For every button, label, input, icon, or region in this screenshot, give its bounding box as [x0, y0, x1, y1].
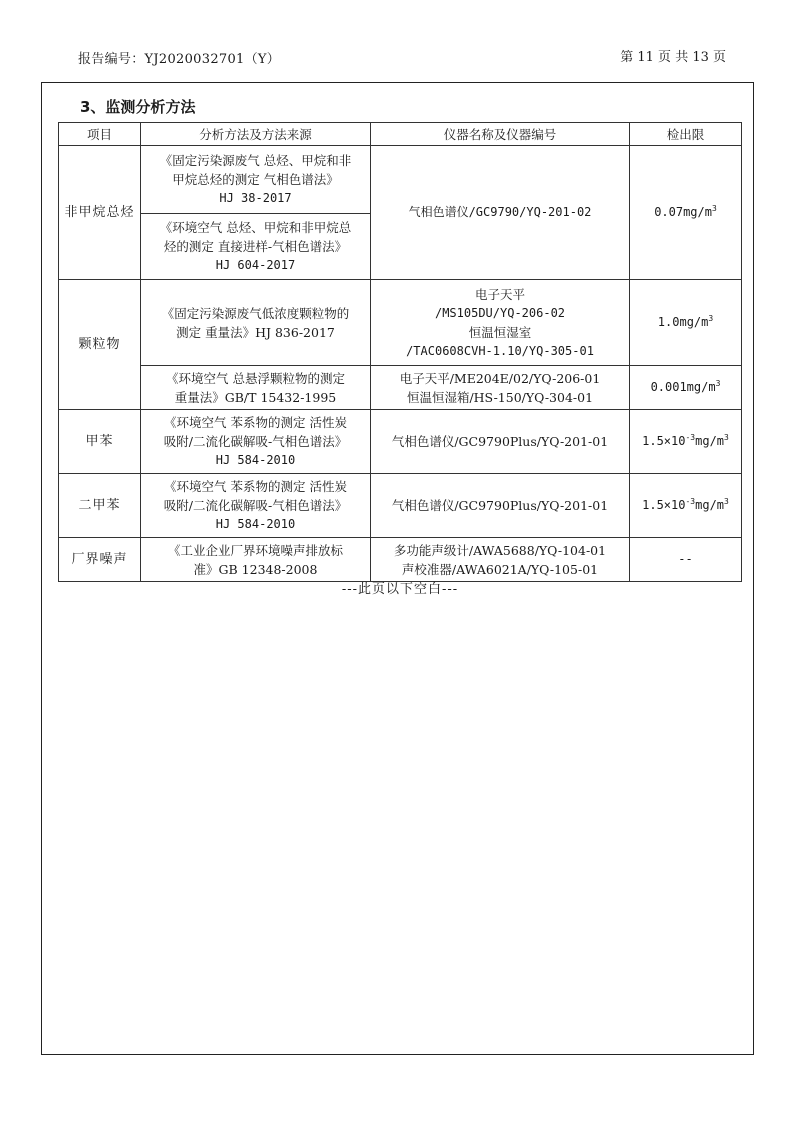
page-number: 第 11 页 共 13 页 [620, 50, 726, 65]
item-cell: 二甲苯 [59, 474, 141, 538]
table-row [59, 410, 742, 474]
limit-value: 1.5×10 [642, 498, 686, 512]
instrument-cell [371, 538, 630, 582]
section-title: 3、监测分析方法 [80, 98, 196, 116]
method-line: 吸附/二流化碳解吸-气相色谱法》 [163, 434, 348, 449]
limit-exponent: -3 [685, 433, 696, 442]
limit-cell [630, 280, 742, 366]
instrument-cell: 气相色谱仪/GC9790Plus/YQ-201-01 [371, 474, 630, 538]
method-line: 吸附/二流化碳解吸-气相色谱法》 [163, 498, 348, 513]
limit-cell [630, 474, 742, 538]
method-cell [141, 366, 371, 410]
method-standard: HJ 584-2010 [215, 453, 296, 467]
limit-superscript: 3 [715, 379, 721, 388]
table-row [59, 538, 742, 582]
method-line: 《环境空气 总悬浮颗粒物的测定 [166, 370, 345, 386]
method-line: 《固定污染源废气 总烃、甲烷和非 [159, 153, 352, 168]
method-line: 《工业企业厂界环境噪声排放标 [167, 542, 343, 558]
column-header-item: 项目 [59, 123, 141, 146]
item-cell: 非甲烷总烃 [59, 146, 141, 280]
method-standard: HJ 38-2017 [219, 191, 292, 205]
table-row [59, 280, 742, 366]
method-line: 重量法》GB/T 15432-1995 [174, 389, 337, 405]
method-cell [141, 214, 371, 280]
method-line: 测定 重量法》HJ 836-2017 [176, 324, 335, 340]
limit-value: 0.07mg/m [654, 205, 712, 219]
method-line: 烃的测定 直接进样-气相色谱法》 [163, 239, 348, 254]
limit-value: 1.5×10 [642, 434, 686, 448]
limit-value: 0.001mg/m [650, 380, 716, 394]
method-line: 《环境空气 苯系物的测定 活性炭 [164, 415, 347, 430]
instrument-line: /MS105DU/YQ-206-02 [434, 305, 566, 320]
method-cell [141, 474, 371, 538]
instrument-line: /TAC0608CVH-1.10/YQ-305-01 [406, 343, 594, 358]
column-header-limit: 检出限 [630, 123, 742, 146]
method-line: 《固定污染源废气低浓度颗粒物的 [161, 305, 350, 321]
limit-unit: mg/m [695, 498, 725, 512]
instrument-cell: 气相色谱仪/GC9790Plus/YQ-201-01 [371, 410, 630, 474]
method-cell [141, 538, 371, 582]
method-line: 《环境空气 总烃、甲烷和非甲烷总 [159, 220, 352, 235]
report-number: 报告编号：YJ2020032701（Y） [78, 52, 281, 67]
table-header-row [59, 123, 742, 146]
instrument-line: 恒温恒湿箱/HS-150/YQ-304-01 [406, 389, 594, 405]
instrument-line: 声校准器/AWA6021A/YQ-105-01 [401, 561, 599, 577]
table-row [59, 146, 742, 214]
instrument-cell: 气相色谱仪/GC9790/YQ-201-02 [371, 146, 630, 280]
method-line: 准》GB 12348-2008 [193, 561, 318, 577]
limit-unit-superscript: 3 [724, 497, 729, 506]
method-cell [141, 410, 371, 474]
limit-unit: mg/m [695, 434, 725, 448]
limit-exponent: -3 [685, 497, 696, 506]
method-cell [141, 280, 371, 366]
limit-unit-superscript: 3 [724, 433, 729, 442]
instrument-line: 电子天平 [474, 286, 525, 302]
methods-table [58, 122, 742, 582]
method-line: 甲烷总烃的测定 气相色谱法》 [172, 172, 339, 187]
limit-cell [630, 410, 742, 474]
table-row [59, 474, 742, 538]
instrument-cell [371, 366, 630, 410]
method-standard: HJ 584-2010 [215, 517, 296, 531]
column-header-method: 分析方法及方法来源 [141, 123, 371, 146]
item-cell: 厂界噪声 [59, 538, 141, 582]
instrument-line: 多功能声级计/AWA5688/YQ-104-01 [393, 542, 607, 558]
method-cell [141, 146, 371, 214]
blank-below-note: ---此页以下空白--- [341, 582, 459, 597]
method-standard: HJ 604-2017 [215, 258, 296, 272]
table-row [59, 366, 742, 410]
limit-superscript: 3 [711, 204, 717, 213]
limit-superscript: 3 [708, 314, 714, 323]
instrument-line: 恒温恒湿室 [468, 324, 532, 340]
limit-cell [630, 146, 742, 280]
limit-value: 1.0mg/m [657, 315, 709, 329]
item-cell: 颗粒物 [59, 280, 141, 410]
limit-cell: -- [630, 538, 742, 582]
method-line: 《环境空气 苯系物的测定 活性炭 [164, 479, 347, 494]
item-cell: 甲苯 [59, 410, 141, 474]
instrument-line: 电子天平/ME204E/02/YQ-206-01 [399, 370, 601, 386]
column-header-instrument: 仪器名称及仪器编号 [371, 123, 630, 146]
instrument-cell [371, 280, 630, 366]
limit-cell [630, 366, 742, 410]
